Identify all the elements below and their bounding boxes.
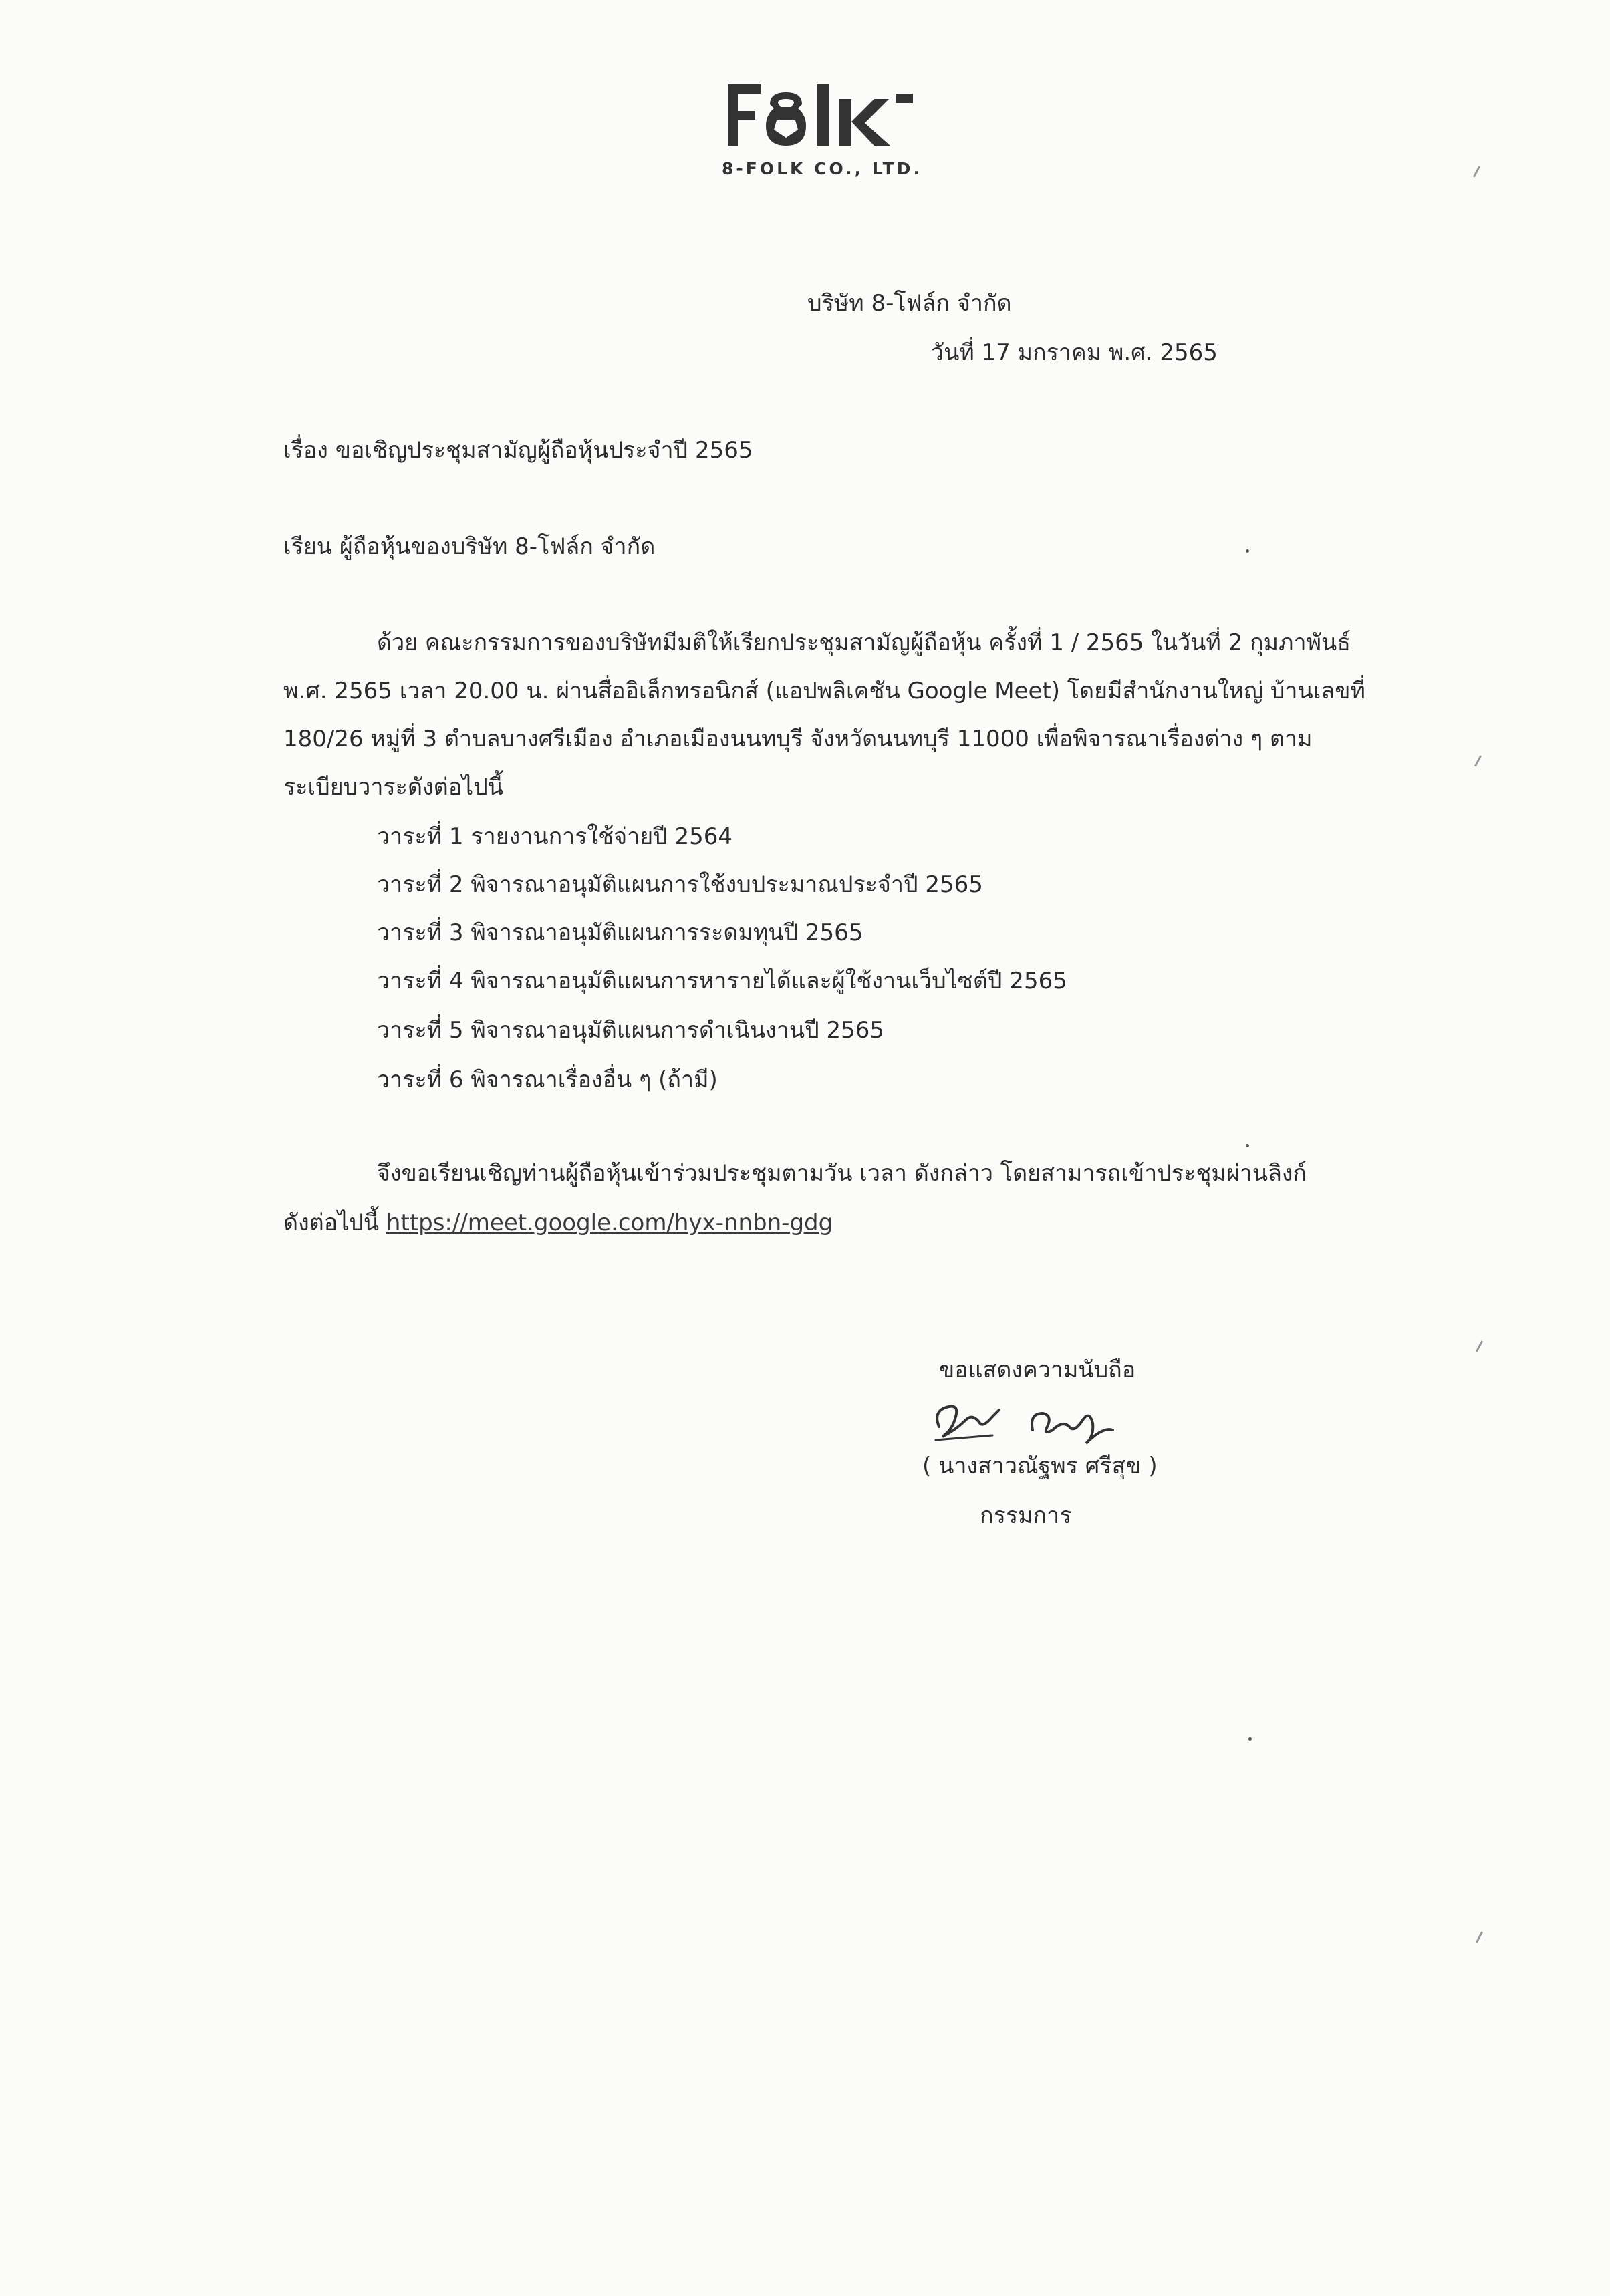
- agenda-item: วาระที่ 2 พิจารณาอนุมัติแผนการใช้งบประมาณประจำปี 2565: [377, 871, 983, 898]
- body-line: ระเบียบวาระดังต่อไปนี้: [283, 774, 504, 801]
- scan-mark: [1473, 166, 1480, 177]
- letter-subject: เรื่อง ขอเชิญประชุมสามัญผู้ถือหุ้นประจำปี 2565: [283, 437, 753, 464]
- sender-company: บริษัท 8-โฟล์ก จำกัด: [807, 290, 1012, 317]
- body-line: พ.ศ. 2565 เวลา 20.00 น. ผ่านสื่ออิเล็กทรอนิกส์ (แอปพลิเคชัน Google Meet) โดยมีสำนักงานใหญ่ บ้านเลขที่: [283, 678, 1365, 704]
- scan-speck: [1246, 1144, 1249, 1147]
- closing-line-2: [283, 1208, 833, 1238]
- company-logo: [728, 79, 922, 149]
- agenda-item: วาระที่ 5 พิจารณาอนุมัติแผนการดำเนินงานปี 2565: [377, 1017, 884, 1044]
- agenda-item: วาระที่ 3 พิจารณาอนุมัติแผนการระดมทุนปี 2565: [377, 919, 863, 946]
- letter-date: วันที่ 17 มกราคม พ.ศ. 2565: [931, 339, 1218, 366]
- scan-mark: [1476, 1340, 1483, 1352]
- letter-recipient: เรียน ผู้ถือหุ้นของบริษัท 8-โฟล์ก จำกัด: [283, 533, 656, 560]
- signature: [919, 1390, 1133, 1450]
- agenda-item: วาระที่ 1 รายงานการใช้จ่ายปี 2564: [377, 823, 733, 850]
- regards: ขอแสดงความนับถือ: [939, 1356, 1136, 1383]
- body-line: 180/26 หมู่ที่ 3 ตำบลบางศรีเมือง อำเภอเมืองนนทบุรี จังหวัดนนทบุรี 11000 เพื่อพิจารณาเรื่องต่าง ๆ ตาม: [283, 726, 1313, 752]
- signatory-name: ( นางสาวณัฐพร ศรีสุข ): [922, 1453, 1158, 1479]
- scan-speck: [1246, 549, 1249, 553]
- scan-mark: [1476, 1931, 1483, 1943]
- signatory-title: กรรมการ: [980, 1502, 1072, 1529]
- meeting-link[interactable]: https://meet.google.com/hyx-nnbn-gdg: [386, 1209, 833, 1236]
- scan-speck: [1248, 1737, 1252, 1741]
- agenda-item: วาระที่ 4 พิจารณาอนุมัติแผนการหารายได้และผู้ใช้งานเว็บไซต์ปี 2565: [377, 968, 1067, 994]
- body-line: ด้วย คณะกรรมการของบริษัทมีมติให้เรียกประชุมสามัญผู้ถือหุ้น ครั้งที่ 1 / 2565 ในวันที่ 2 กุมภาพันธ์: [377, 629, 1351, 656]
- scan-mark: [1474, 755, 1482, 766]
- agenda-item: วาระที่ 6 พิจารณาเรื่องอื่น ๆ (ถ้ามี): [377, 1066, 718, 1093]
- company-name-en: 8-FOLK CO., LTD.: [722, 159, 922, 178]
- closing-line: จึงขอเรียนเชิญท่านผู้ถือหุ้นเข้าร่วมประชุมตามวัน เวลา ดังกล่าว โดยสามารถเข้าประชุมผ่านลิงก์: [377, 1160, 1307, 1187]
- closing-prefix: ดังต่อไปนี้: [283, 1209, 380, 1236]
